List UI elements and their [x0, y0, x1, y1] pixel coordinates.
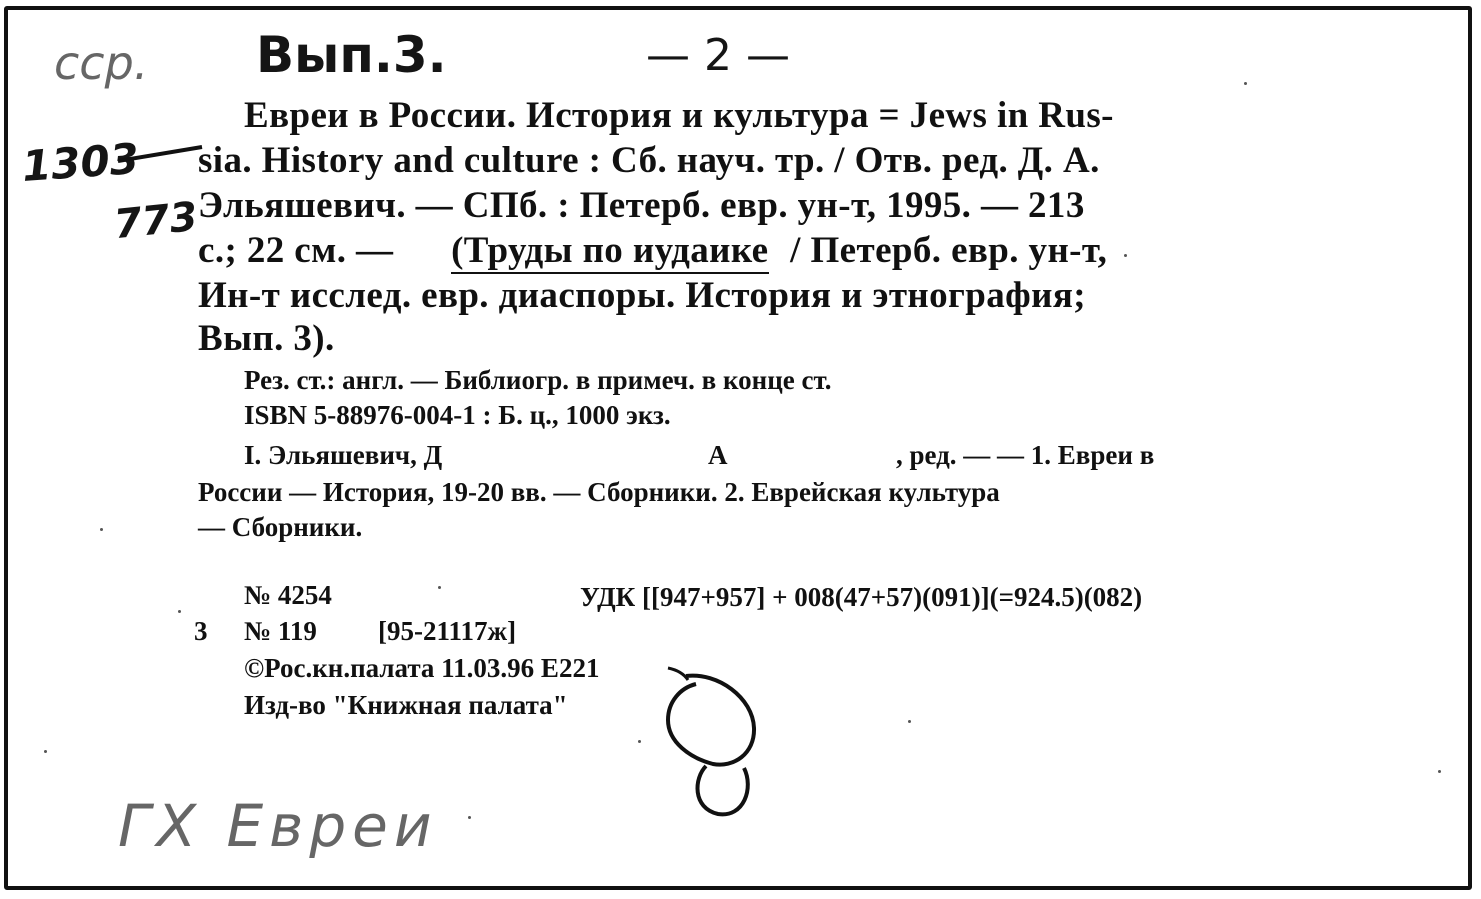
series-title-rest: / Петерб. евр. ун-т,	[790, 230, 1108, 271]
handwritten-top-left-note: сср.	[54, 36, 149, 90]
order-code: [95-21117ж]	[378, 616, 517, 646]
entry-line-6: Вып. 3).	[198, 318, 335, 359]
card-number-b: № 119	[244, 616, 317, 646]
scan-speck	[638, 740, 641, 743]
series-title-underlined: (Труды по иудаике	[451, 230, 768, 274]
scan-speck	[438, 586, 441, 589]
entry-line-2: sia. History and culture : Сб. науч. тр. / Отв. ред. Д. А.	[198, 140, 1100, 181]
scan-speck	[1124, 254, 1127, 257]
handwritten-bottom-note: ГХ Евреи	[118, 792, 438, 860]
handwritten-loop-mark	[628, 658, 798, 828]
entry-line-4-start: с.; 22 см. —	[198, 230, 394, 271]
publisher-line: Изд-во "Книжная палата"	[244, 690, 568, 720]
scan-speck	[1244, 82, 1247, 85]
entry-line-5: Ин-т исслед. евр. диаспоры. История и этнография;	[198, 275, 1086, 316]
tracing-line-1a: I. Эльяшевич, Д	[244, 440, 443, 470]
entry-line-4	[198, 229, 1107, 272]
scan-speck	[468, 816, 471, 819]
handwritten-page-mark: — 2 —	[646, 30, 790, 81]
handwritten-issue-label: Вып.3.	[256, 26, 447, 84]
handwritten-arrow-line	[116, 135, 206, 175]
summary-note: Рез. ст.: англ. — Библиогр. в примеч. в конце ст.	[244, 365, 832, 395]
entry-line-3: Эльяшевич. — СПб. : Петерб. евр. ун-т, 1995. — 213	[198, 185, 1085, 226]
tracing-line-3: — Сборники.	[198, 512, 363, 542]
catalog-card	[4, 6, 1472, 890]
scan-speck	[178, 610, 181, 613]
handwritten-sub-number: 773	[111, 193, 200, 249]
tracing-line-1b: А	[708, 440, 728, 470]
isbn-note: ISBN 5-88976-004-1 : Б. ц., 1000 экз.	[244, 400, 671, 430]
scan-speck	[1438, 770, 1441, 773]
tracing-line-1c: , ред. — — 1. Евреи в	[896, 440, 1155, 470]
scan-speck	[908, 720, 911, 723]
handwritten-shelf-number: 1303	[20, 133, 141, 192]
entry-line-1: Евреи в России. История и культура = Jews in Rus-	[244, 95, 1114, 136]
udk-classification: УДК [[947+957] + 008(47+57)(091)](=924.5)(082)	[580, 582, 1143, 612]
card-number-a: № 4254	[244, 580, 332, 610]
copyright-line: ©Рос.кн.палата 11.03.96 Е221	[244, 653, 600, 683]
margin-digit: 3	[194, 616, 208, 646]
scan-speck	[100, 528, 103, 531]
scan-speck	[44, 750, 47, 753]
tracing-line-2: России — История, 19-20 вв. — Сборники. 2. Еврейская культура	[198, 477, 1000, 507]
